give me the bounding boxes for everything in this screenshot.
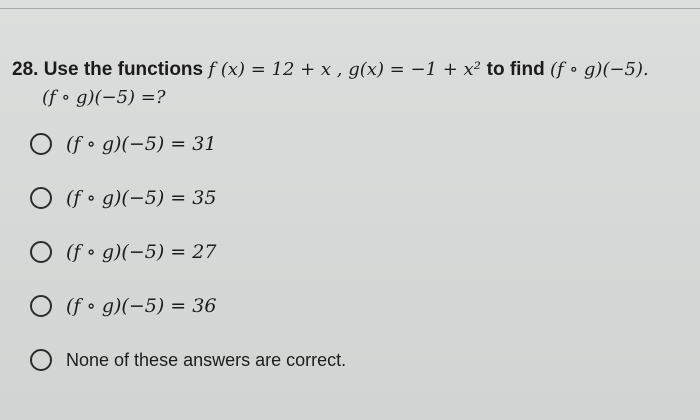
question-prompt-suffix: to find [486,59,545,80]
radio-button[interactable] [30,187,52,209]
top-divider [0,8,700,9]
answer-label: (f ∘ g)(−5) = 35 [66,187,217,209]
radio-button[interactable] [30,241,52,263]
answer-option-5[interactable] [30,342,346,378]
answer-option-2[interactable] [30,180,216,216]
answer-option-4[interactable] [30,288,216,324]
question-block [12,58,692,110]
radio-button[interactable] [30,349,52,371]
question-line-1 [12,58,692,82]
question-line-2 [12,86,692,110]
question-number: 28. [12,59,39,80]
answer-option-1[interactable] [30,126,216,162]
question-prompt-prefix: Use the functions [43,59,204,80]
function-definitions: f (x) = 12 + x , g(x) = −1 + x² [208,59,487,80]
answer-label: (f ∘ g)(−5) = 31 [66,133,217,155]
answer-option-3[interactable] [30,234,216,270]
answer-label: None of these answers are correct. [66,349,347,370]
question-equation: (f ∘ g)(−5) =? [42,87,166,108]
question-target: (f ∘ g)(−5). [549,59,649,80]
answer-label: (f ∘ g)(−5) = 36 [66,295,217,317]
radio-button[interactable] [30,133,52,155]
radio-button[interactable] [30,295,52,317]
answer-label: (f ∘ g)(−5) = 27 [66,241,217,263]
